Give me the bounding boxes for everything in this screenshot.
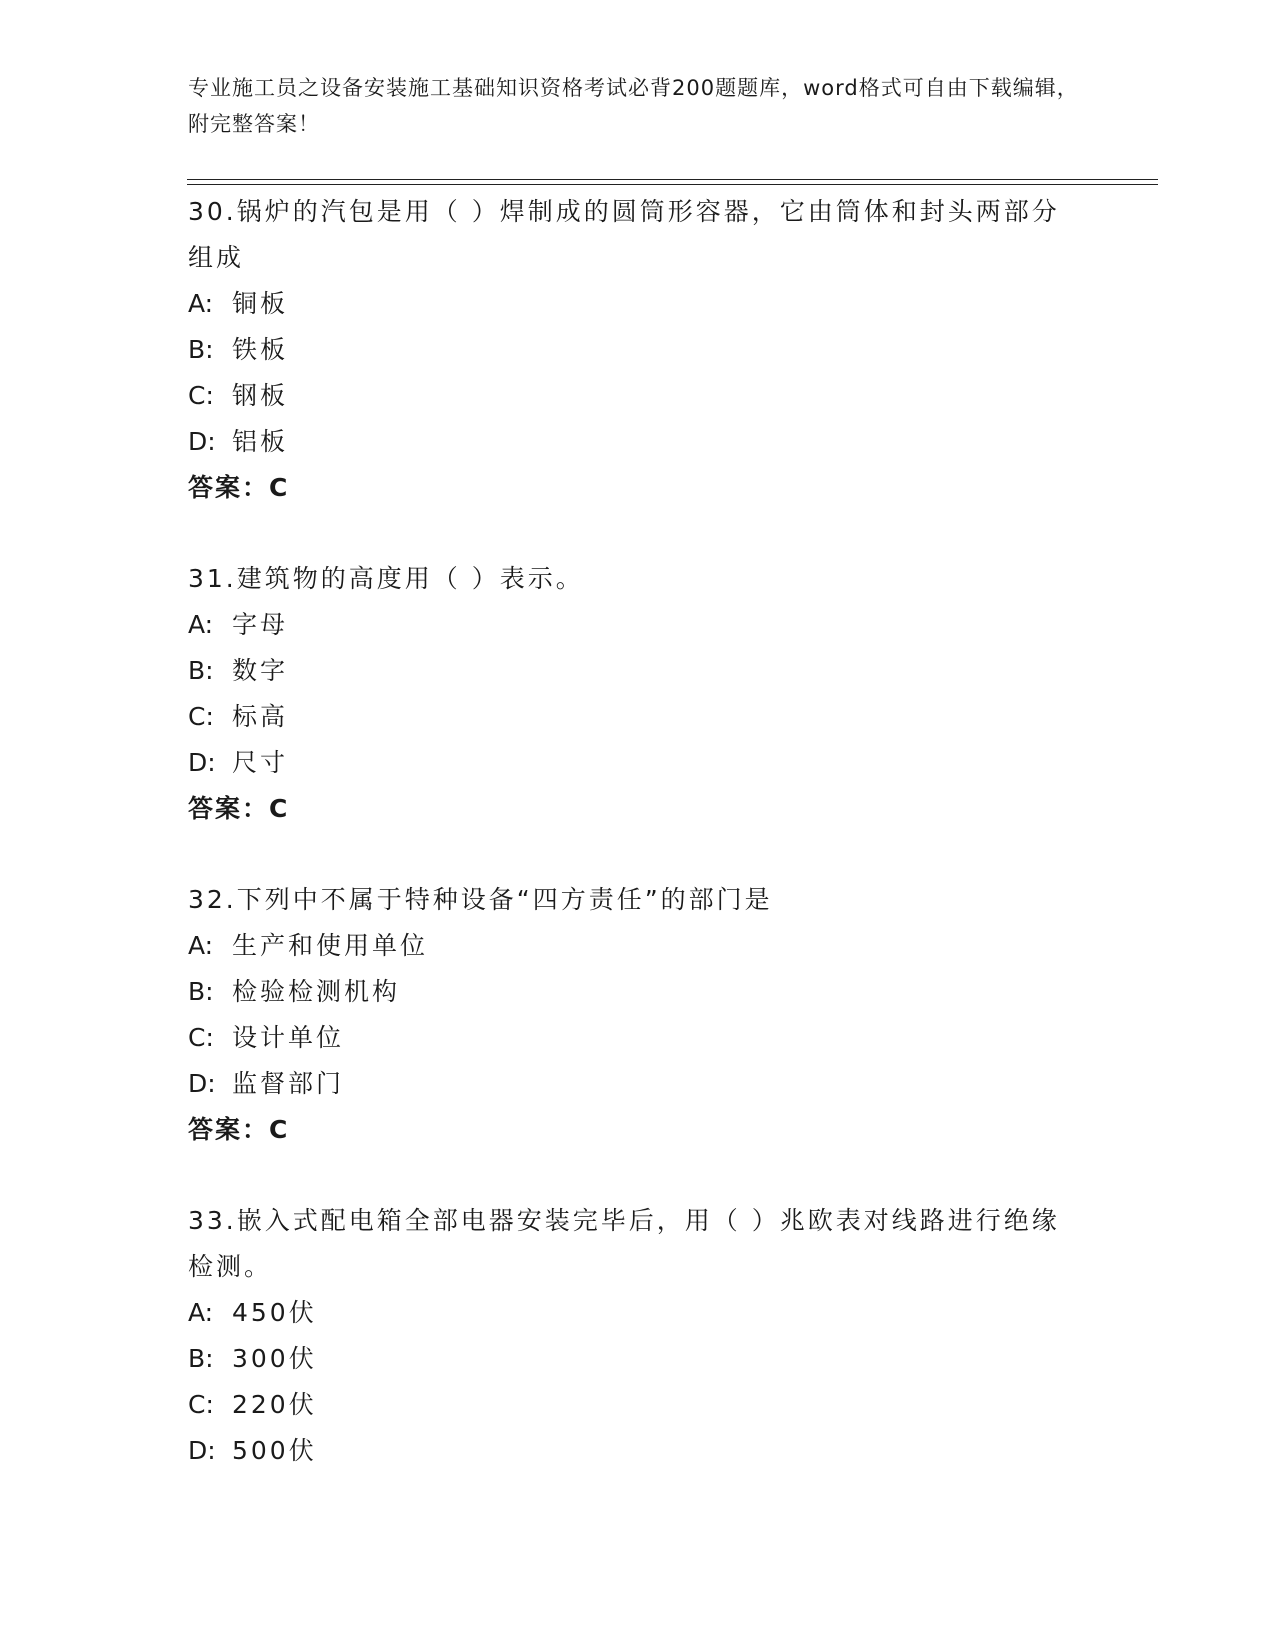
option-c: [188, 694, 1068, 740]
option-letter: B:: [188, 656, 214, 685]
answer-label: 答案：C: [188, 473, 290, 502]
header-divider-bottom: [187, 184, 1158, 185]
option-letter: A:: [188, 931, 214, 960]
option-letter: A:: [188, 610, 214, 639]
option-text: 数字: [232, 656, 289, 685]
question-31: [188, 556, 1068, 832]
question-32: [188, 877, 1068, 1153]
header-divider-top: [187, 179, 1158, 180]
question-30: [188, 189, 1068, 511]
option-b: [188, 1336, 1068, 1382]
option-text: 监督部门: [232, 1069, 345, 1098]
question-list: [188, 189, 1068, 1519]
option-text: 生产和使用单位: [232, 931, 429, 960]
question-stem: 30.锅炉的汽包是用（ ）焊制成的圆筒形容器，它由筒体和封头两部分组成: [188, 197, 1060, 272]
option-d: [188, 1428, 1068, 1474]
option-text: 钢板: [232, 381, 289, 410]
option-letter: D:: [188, 1069, 216, 1098]
option-text: 设计单位: [232, 1023, 345, 1052]
option-letter: D:: [188, 427, 216, 456]
option-b: [188, 648, 1068, 694]
question-33: [188, 1198, 1068, 1474]
option-text: 字母: [232, 610, 289, 639]
option-text: 铁板: [232, 335, 289, 364]
option-d: [188, 1061, 1068, 1107]
option-text: 450伏: [232, 1298, 317, 1327]
document-header: 专业施工员之设备安装施工基础知识资格考试必背200题题库，word格式可自由下载编辑，附完整答案！: [188, 76, 1079, 136]
option-letter: C:: [188, 702, 214, 731]
option-d: [188, 419, 1068, 465]
option-letter: B:: [188, 1344, 214, 1373]
option-text: 铝板: [232, 427, 289, 456]
option-text: 500伏: [232, 1436, 317, 1465]
option-letter: D:: [188, 1436, 216, 1465]
option-text: 检验检测机构: [232, 977, 401, 1006]
option-letter: B:: [188, 335, 214, 364]
option-letter: A:: [188, 289, 214, 318]
option-letter: C:: [188, 1390, 214, 1419]
option-letter: D:: [188, 748, 216, 777]
option-letter: B:: [188, 977, 214, 1006]
option-text: 标高: [232, 702, 289, 731]
option-c: [188, 1382, 1068, 1428]
option-b: [188, 969, 1068, 1015]
option-a: [188, 1290, 1068, 1336]
question-stem: 32.下列中不属于特种设备“四方责任”的部门是: [188, 885, 773, 914]
option-d: [188, 740, 1068, 786]
option-text: 铜板: [232, 289, 289, 318]
option-c: [188, 373, 1068, 419]
option-letter: C:: [188, 1023, 214, 1052]
option-text: 尺寸: [232, 748, 289, 777]
option-a: [188, 281, 1068, 327]
option-text: 220伏: [232, 1390, 317, 1419]
option-a: [188, 602, 1068, 648]
option-letter: A:: [188, 1298, 214, 1327]
option-text: 300伏: [232, 1344, 317, 1373]
option-b: [188, 327, 1068, 373]
answer-label: 答案：C: [188, 794, 290, 823]
option-c: [188, 1015, 1068, 1061]
option-letter: C:: [188, 381, 214, 410]
question-stem: 33.嵌入式配电箱全部电器安装完毕后，用（ ）兆欧表对线路进行绝缘检测。: [188, 1206, 1060, 1281]
question-stem: 31.建筑物的高度用（ ）表示。: [188, 564, 584, 593]
answer-label: 答案：C: [188, 1115, 290, 1144]
option-a: [188, 923, 1068, 969]
